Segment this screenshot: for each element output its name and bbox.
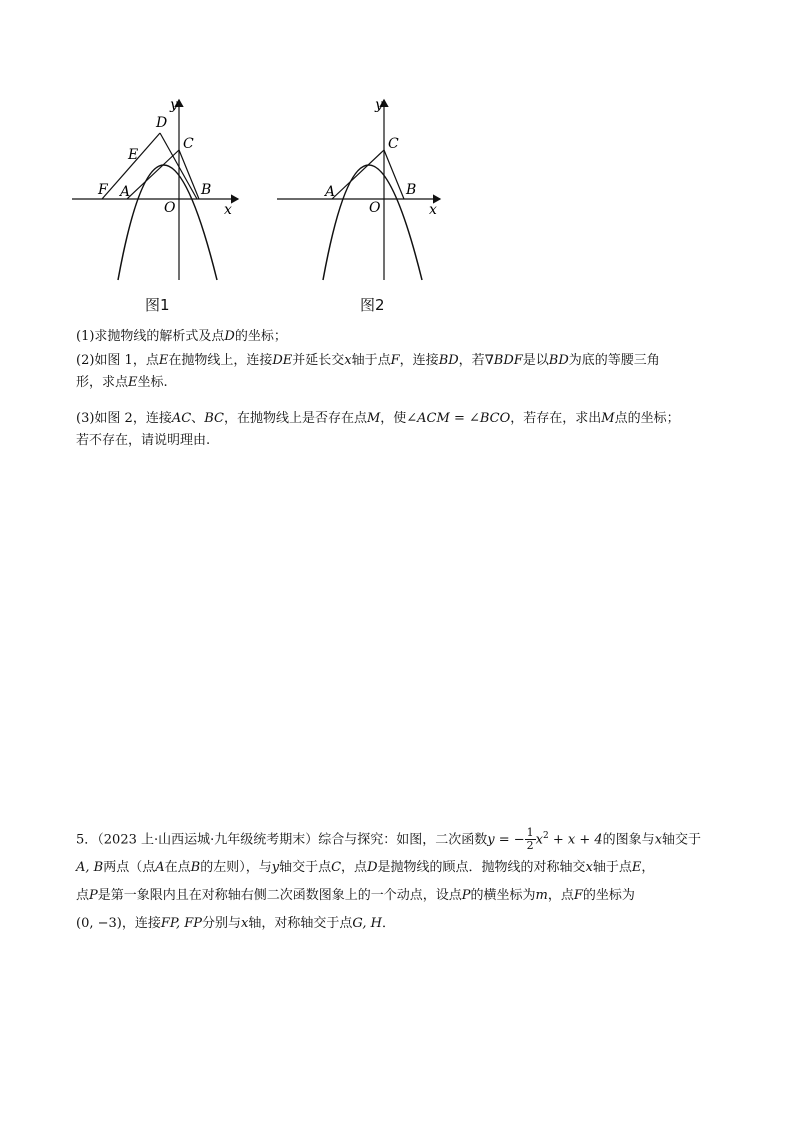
label-x: x — [429, 202, 437, 218]
label-E: E — [128, 147, 139, 163]
figure-1-caption: 图1 — [145, 296, 170, 314]
label-x: x — [224, 202, 232, 218]
label-C: C — [388, 136, 399, 152]
label-B: B — [406, 182, 417, 198]
q5-line-3: 点P是第一象限内且在对称轴右侧二次函数图象上的一个动点，设点P的横坐标为m，点F的坐标为 — [76, 888, 635, 904]
label-y: y — [170, 97, 178, 113]
q5-line-4: (0, −3)，连接FP, FP分别与x轴，对称轴交于点G, H． — [76, 916, 395, 932]
label-F: F — [98, 182, 108, 198]
q4-part-1: (1)求抛物线的解析式及点D的坐标； — [76, 329, 287, 344]
q4-part-2: (2)如图 1，点E在抛物线上，连接DE并延长交x轴于点F，连接BD，若∇BDF是以BD为底的等腰三角 形，求点E坐标. — [76, 353, 660, 390]
q5-line-1: 5．（2023 上·山西运城·九年级统考期末）综合与探究：如图，二次函数y = − $\frac{1}{2}$ $x^2 + x + 4$的图象与x轴交于 — [76, 826, 702, 853]
segment-AC — [332, 150, 384, 199]
segment-FD — [102, 133, 160, 199]
label-y: y — [375, 97, 383, 113]
figure-2-diagram — [265, 95, 465, 295]
question-5 — [76, 822, 736, 938]
label-A: A — [325, 184, 336, 200]
label-B: B — [201, 182, 212, 198]
q5-line-2: A, B两点（点A在点B的左则），与y轴交于点C，点D是抛物线的顾点．抛物线的对称轴交x轴于点E， — [76, 860, 655, 876]
figure-2-caption: 图2 — [360, 296, 385, 314]
label-O: O — [369, 200, 381, 216]
label-O: O — [164, 200, 176, 216]
label-D: D — [156, 115, 168, 131]
figure-1-diagram — [60, 95, 260, 295]
label-C: C — [183, 136, 194, 152]
fraction-one-half: $\frac{1}{2}$ — [526, 826, 534, 853]
q4-part-3: (3)如图 2，连接AC、BC，在抛物线上是否存在点M，使∠ACM = ∠BCO，若存在，求出M点的坐标； 若不存在，请说明理由. — [76, 411, 680, 448]
label-A: A — [120, 184, 131, 200]
